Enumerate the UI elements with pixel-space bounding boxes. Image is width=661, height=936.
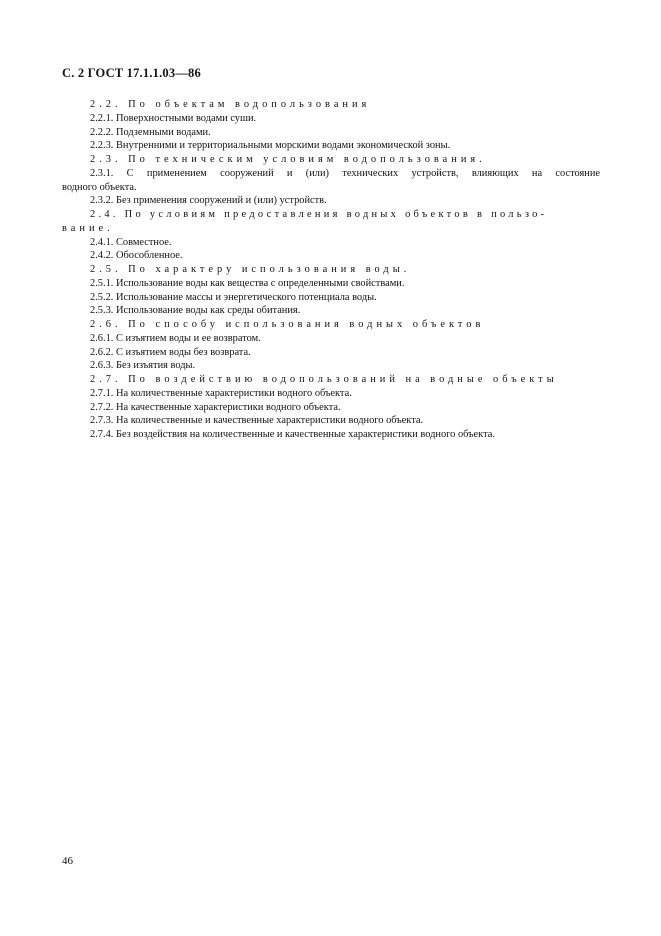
clause-2-6-2: 2.6.2. С изъятием воды без возврата.	[90, 346, 251, 358]
clause-2-6-3: 2.6.3. Без изъятия воды.	[90, 360, 196, 372]
section-heading-2-5: 2.5. По характеру использования воды.	[90, 264, 411, 275]
clause-2-7-1: 2.7.1. На количественные характеристики водного объекта.	[90, 387, 352, 399]
clause-2-3-1: 2.3.1. С применением сооружений и (или) технических устройств, влияющих на состояние	[90, 167, 600, 179]
document-body	[62, 98, 600, 442]
clause-2-7-2: 2.7.2. На качественные характеристики водного объекта.	[90, 401, 341, 413]
clause-2-5-1: 2.5.1. Использование воды как вещества с определенными свойствами.	[90, 277, 405, 289]
clause-2-7-4: 2.7.4. Без воздействия на количественные и качественные характеристики водного объекта.	[90, 429, 495, 440]
clause-2-2-3: 2.2.3. Внутренними и территориальными морскими водами экономической зоны.	[90, 140, 451, 152]
clause-2-3-1-continued: водного объекта.	[62, 181, 137, 193]
section-heading-2-7: 2.7. По воздействию водопользований на водные объекты	[90, 374, 558, 385]
clause-2-4-2: 2.4.2. Обособленное.	[90, 250, 183, 262]
section-heading-2-4: 2.4. По условиям предоставления водных объектов в пользо-	[90, 209, 548, 220]
clause-2-7-3: 2.7.3. На количественные и качественные характеристики водного объекта.	[90, 415, 424, 427]
clause-2-3-2: 2.3.2. Без применения сооружений и (или) устройств.	[90, 195, 327, 207]
section-heading-2-3: 2.3. По техническим условиям водопользования.	[90, 154, 486, 165]
page-number: 46	[62, 855, 73, 867]
section-heading-2-2: 2.2. По объектам водопользования	[90, 99, 371, 110]
clause-2-2-1: 2.2.1. Поверхностными водами суши.	[90, 112, 257, 124]
clause-2-6-1: 2.6.1. С изъятием воды и ее возвратом.	[90, 332, 261, 344]
section-heading-2-4-continued: вание.	[62, 222, 114, 234]
page-header: С. 2 ГОСТ 17.1.1.03—86	[62, 66, 201, 80]
clause-2-4-1: 2.4.1. Совместное.	[90, 236, 172, 248]
clause-2-2-2: 2.2.2. Подземными водами.	[90, 126, 211, 138]
clause-2-5-2: 2.5.2. Использование массы и энергетического потенциала воды.	[90, 291, 377, 303]
section-heading-2-6: 2.6. По способу использования водных объектов	[90, 319, 485, 330]
clause-2-5-3: 2.5.3. Использование воды как среды обитания.	[90, 305, 301, 317]
